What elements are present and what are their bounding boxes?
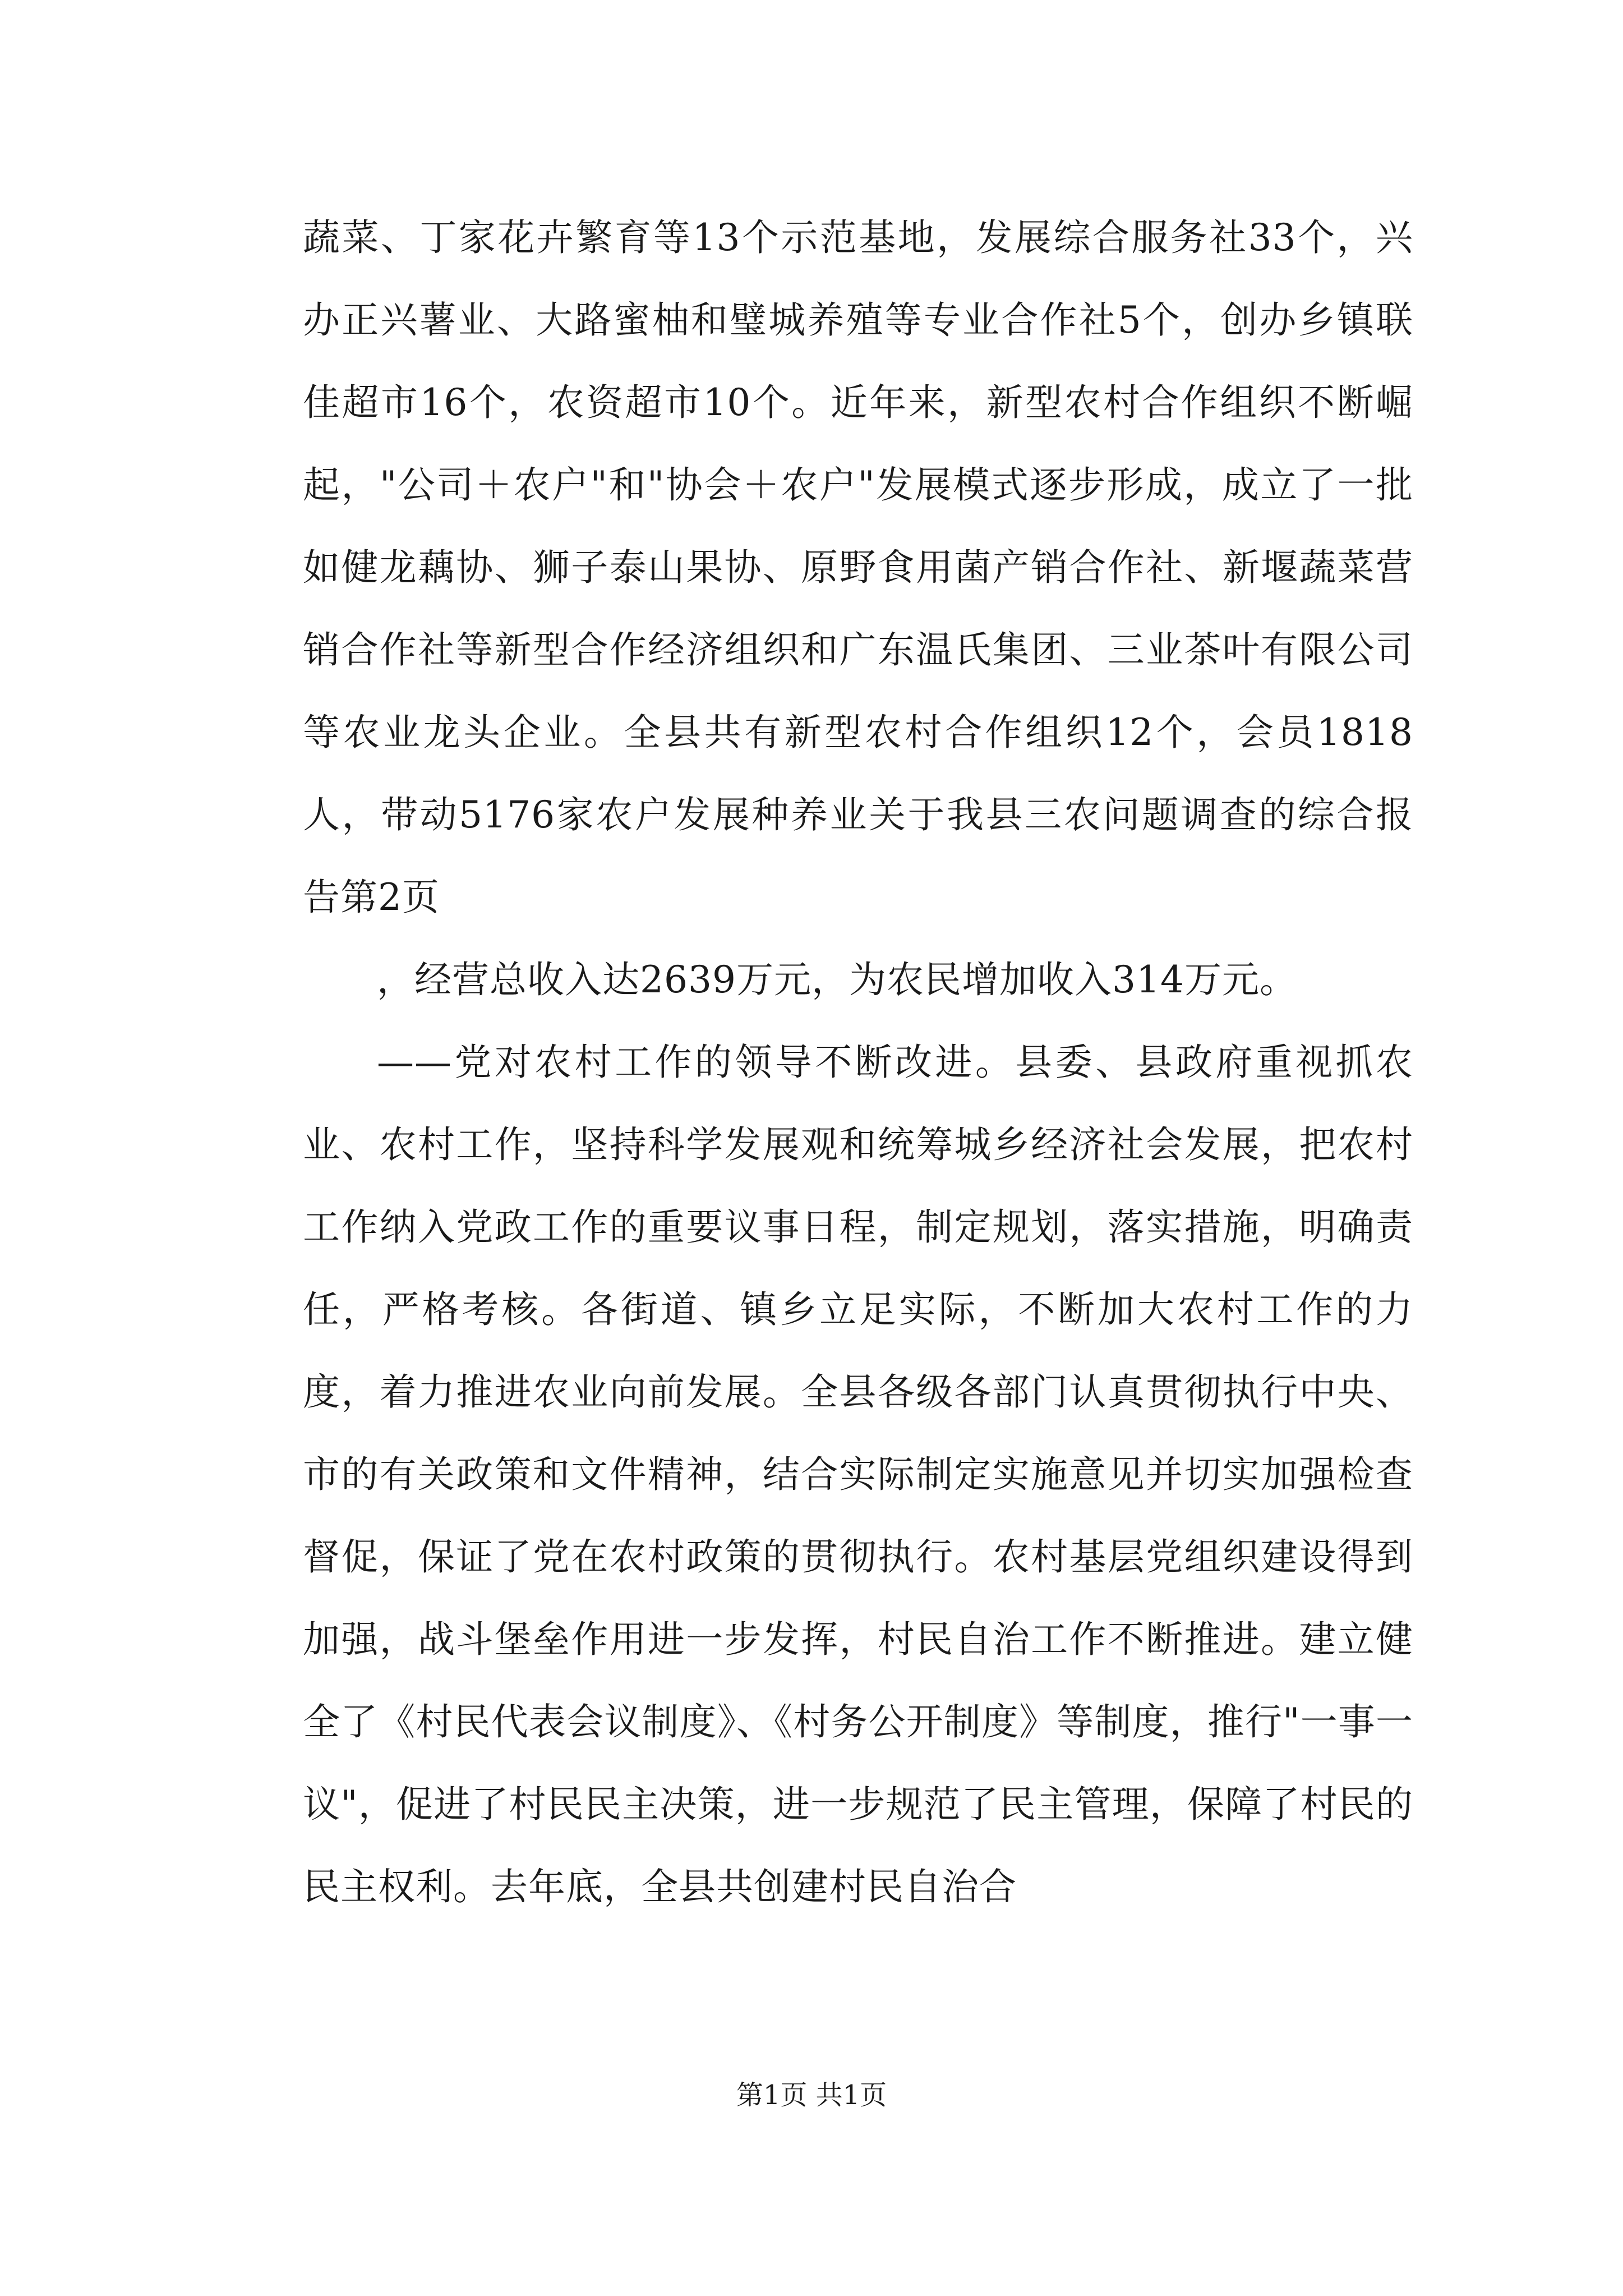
page-footer: 第1页 共1页: [736, 2079, 887, 2111]
document-body: [303, 196, 1413, 1928]
paragraph-continuation: 蔬菜、丁家花卉繁育等13个示范基地，发展综合服务社33个，兴办正兴薯业、大路蜜柚和璧城养殖等专业合作社5个，创办乡镇联佳超市16个，农资超市10个。近年来，新型农村合作组织不断崛起，"公司＋农户"和"协会＋农户"发展模式逐步形成，成立了一批如健龙藕协、狮子泰山果协、原野食用菌产销合作社、新堰蔬菜营销合作社等新型合作经济组织和广东温氏集团、三业茶叶有限公司等农业龙头企业。全县共有新型农村合作组织12个，会员1818人，带动5176家农户发展种养业关于我县三农问题调查的综合报告第2页: [303, 216, 1413, 919]
paragraph-party-leadership: ——党对农村工作的领导不断改进。县委、县政府重视抓农业、农村工作，坚持科学发展观和统筹城乡经济社会发展，把农村工作纳入党政工作的重要议事日程，制定规划，落实措施，明确责任，严格考核。各街道、镇乡立足实际，不断加大农村工作的力度，着力推进农业向前发展。全县各级各部门认真贯彻执行中央、市的有关政策和文件精神，结合实际制定实施意见并切实加强检查督促，保证了党在农村政策的贯彻执行。农村基层党组织建设得到加强，战斗堡垒作用进一步发挥，村民自治工作不断推进。建立健全了《村民代表会议制度》、《村务公开制度》等制度，推行"一事一议"，促进了村民民主决策，进一步规范了民主管理，保障了村民的民主权利。去年底，全县共创建村民自治合: [303, 1041, 1413, 1908]
paragraph-income: ，经营总收入达2639万元，为农民增加收入314万元。: [377, 958, 1297, 1001]
